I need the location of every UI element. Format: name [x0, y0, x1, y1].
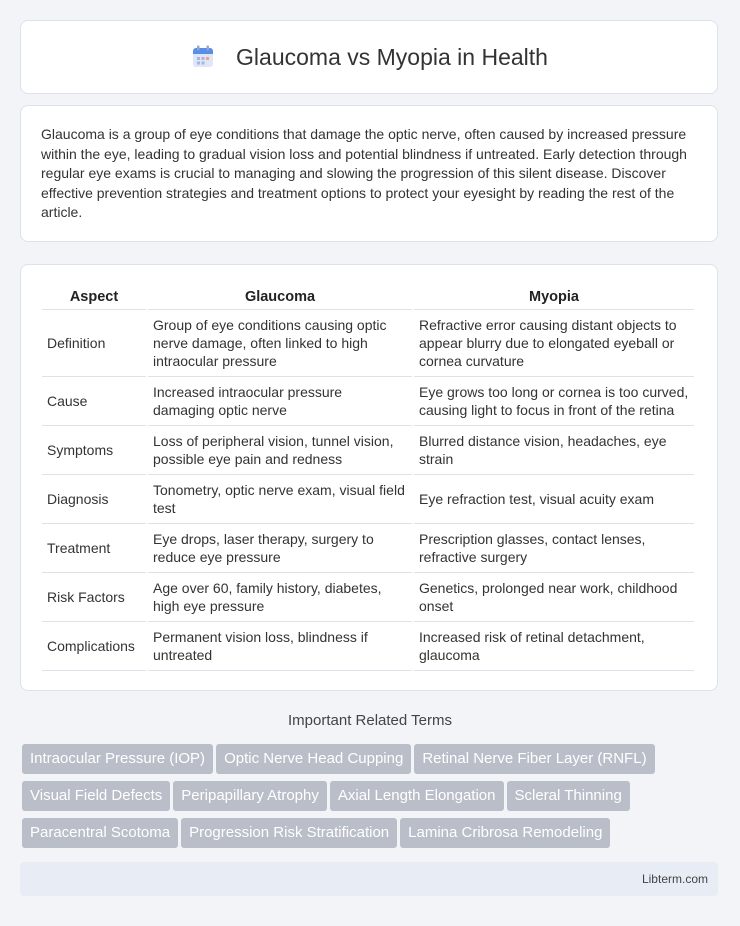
table-row — [42, 475, 694, 524]
term-tag[interactable]: Intraocular Pressure (IOP) — [22, 744, 213, 774]
cell-aspect: Definition — [42, 310, 146, 377]
term-tag[interactable]: Optic Nerve Head Cupping — [216, 744, 411, 774]
table-row — [42, 524, 694, 573]
intro-text: Glaucoma is a group of eye conditions that damage the optic nerve, often caused by increased pressure within the eye, leading to gradual vision loss and potential blindness if untreated. Early detection through regular eye exams is crucial to managing and slowing the progression of this silent disease. Discover effective prevention strategies and treatment options to protect your eyesight by reading the rest of the article. — [41, 126, 687, 221]
cell-glaucoma: Loss of peripheral vision, tunnel vision, possible eye pain and redness — [148, 426, 412, 475]
term-tag[interactable]: Progression Risk Stratification — [181, 818, 397, 848]
term-tag[interactable]: Peripapillary Atrophy — [173, 781, 327, 811]
cell-aspect: Risk Factors — [42, 573, 146, 622]
cell-glaucoma: Increased intraocular pressure damaging optic nerve — [148, 377, 412, 426]
page-title: Glaucoma vs Myopia in Health — [236, 43, 548, 70]
header-card — [20, 20, 718, 94]
cell-aspect: Symptoms — [42, 426, 146, 475]
table-row — [42, 426, 694, 475]
cell-aspect: Cause — [42, 377, 146, 426]
term-tag[interactable]: Lamina Cribrosa Remodeling — [400, 818, 610, 848]
calendar-icon — [190, 44, 216, 70]
related-terms-list — [22, 744, 722, 855]
table-row — [42, 310, 694, 377]
term-tag[interactable]: Paracentral Scotoma — [22, 818, 178, 848]
table-row — [42, 622, 694, 671]
table-header-row — [42, 285, 694, 310]
term-tag[interactable]: Retinal Nerve Fiber Layer (RNFL) — [414, 744, 654, 774]
term-tag[interactable]: Visual Field Defects — [22, 781, 170, 811]
footer — [20, 862, 718, 896]
column-header-glaucoma: Glaucoma — [148, 285, 412, 310]
cell-myopia: Eye refraction test, visual acuity exam — [414, 475, 694, 524]
comparison-table — [40, 285, 696, 671]
term-tag[interactable]: Axial Length Elongation — [330, 781, 504, 811]
cell-aspect: Diagnosis — [42, 475, 146, 524]
column-header-myopia: Myopia — [414, 285, 694, 310]
cell-glaucoma: Group of eye conditions causing optic nerve damage, often linked to high intraocular pressure — [148, 310, 412, 377]
footer-site-link[interactable]: Libterm.com — [641, 872, 708, 886]
intro-card — [20, 105, 718, 242]
cell-myopia: Genetics, prolonged near work, childhood onset — [414, 573, 694, 622]
cell-myopia: Blurred distance vision, headaches, eye strain — [414, 426, 694, 475]
cell-aspect: Treatment — [42, 524, 146, 573]
column-header-aspect: Aspect — [42, 285, 146, 310]
table-row — [42, 377, 694, 426]
cell-myopia: Increased risk of retinal detachment, glaucoma — [414, 622, 694, 671]
comparison-table-card — [20, 264, 718, 691]
cell-myopia: Refractive error causing distant objects to appear blurry due to elongated eyeball or cornea curvature — [414, 310, 694, 377]
term-tag[interactable]: Scleral Thinning — [507, 781, 630, 811]
cell-myopia: Prescription glasses, contact lenses, refractive surgery — [414, 524, 694, 573]
cell-glaucoma: Permanent vision loss, blindness if untreated — [148, 622, 412, 671]
cell-glaucoma: Eye drops, laser therapy, surgery to reduce eye pressure — [148, 524, 412, 573]
cell-myopia: Eye grows too long or cornea is too curved, causing light to focus in front of the retina — [414, 377, 694, 426]
cell-glaucoma: Tonometry, optic nerve exam, visual field test — [148, 475, 412, 524]
table-row — [42, 573, 694, 622]
cell-glaucoma: Age over 60, family history, diabetes, high eye pressure — [148, 573, 412, 622]
cell-aspect: Complications — [42, 622, 146, 671]
related-terms-title: Important Related Terms — [288, 712, 452, 729]
